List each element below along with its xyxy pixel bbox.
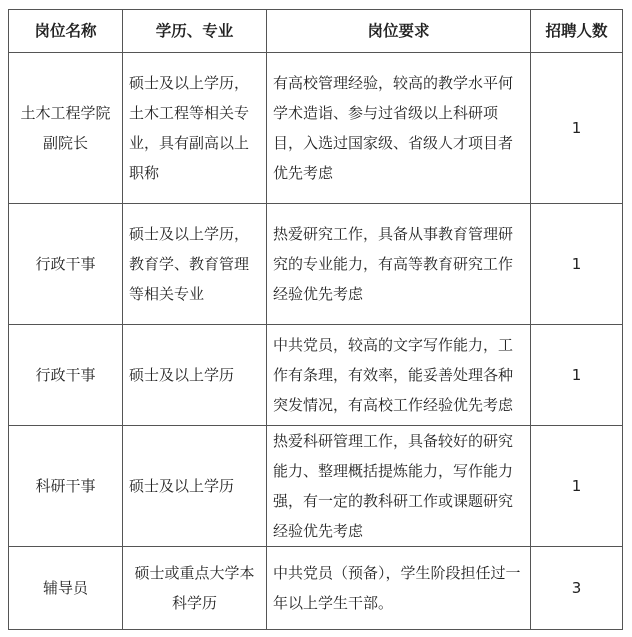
header-position: 岗位名称 [9,10,123,53]
recruitment-table [8,9,623,630]
table-row [9,204,623,325]
cell-requirements: 中共党员（预备），学生阶段担任过一年以上学生干部。 [267,547,531,630]
cell-education: 硕士及以上学历，教育学、教育管理等相关专业 [123,204,267,325]
cell-requirements: 热爱科研管理工作，具备较好的研究能力、整理概括提炼能力，写作能力强，有一定的教科研工作或课题研究经验优先考虑 [267,426,531,547]
cell-education: 硕士及以上学历，土木工程等相关专业，具有副高以上职称 [123,53,267,204]
cell-education: 硕士或重点大学本科学历 [123,547,267,630]
cell-count: 1 [531,53,623,204]
cell-position: 土木工程学院副院长 [9,53,123,204]
header-requirements: 岗位要求 [267,10,531,53]
header-education: 学历、专业 [123,10,267,53]
table-row [9,547,623,630]
cell-education: 硕士及以上学历 [123,426,267,547]
cell-position: 行政干事 [9,325,123,426]
cell-count: 3 [531,547,623,630]
cell-count: 1 [531,325,623,426]
cell-position: 辅导员 [9,547,123,630]
cell-count: 1 [531,204,623,325]
table-row [9,325,623,426]
header-count: 招聘人数 [531,10,623,53]
header-row [9,10,623,53]
cell-requirements: 热爱研究工作，具备从事教育管理研究的专业能力，有高等教育研究工作经验优先考虑 [267,204,531,325]
cell-requirements: 有高校管理经验，较高的教学水平何学术造诣、参与过省级以上科研项目，入选过国家级、省级人才项目者优先考虑 [267,53,531,204]
cell-position: 科研干事 [9,426,123,547]
table-row [9,426,623,547]
table-row [9,53,623,204]
cell-position: 行政干事 [9,204,123,325]
cell-education: 硕士及以上学历 [123,325,267,426]
cell-count: 1 [531,426,623,547]
cell-requirements: 中共党员，较高的文字写作能力，工作有条理，有效率，能妥善处理各种突发情况，有高校工作经验优先考虑 [267,325,531,426]
